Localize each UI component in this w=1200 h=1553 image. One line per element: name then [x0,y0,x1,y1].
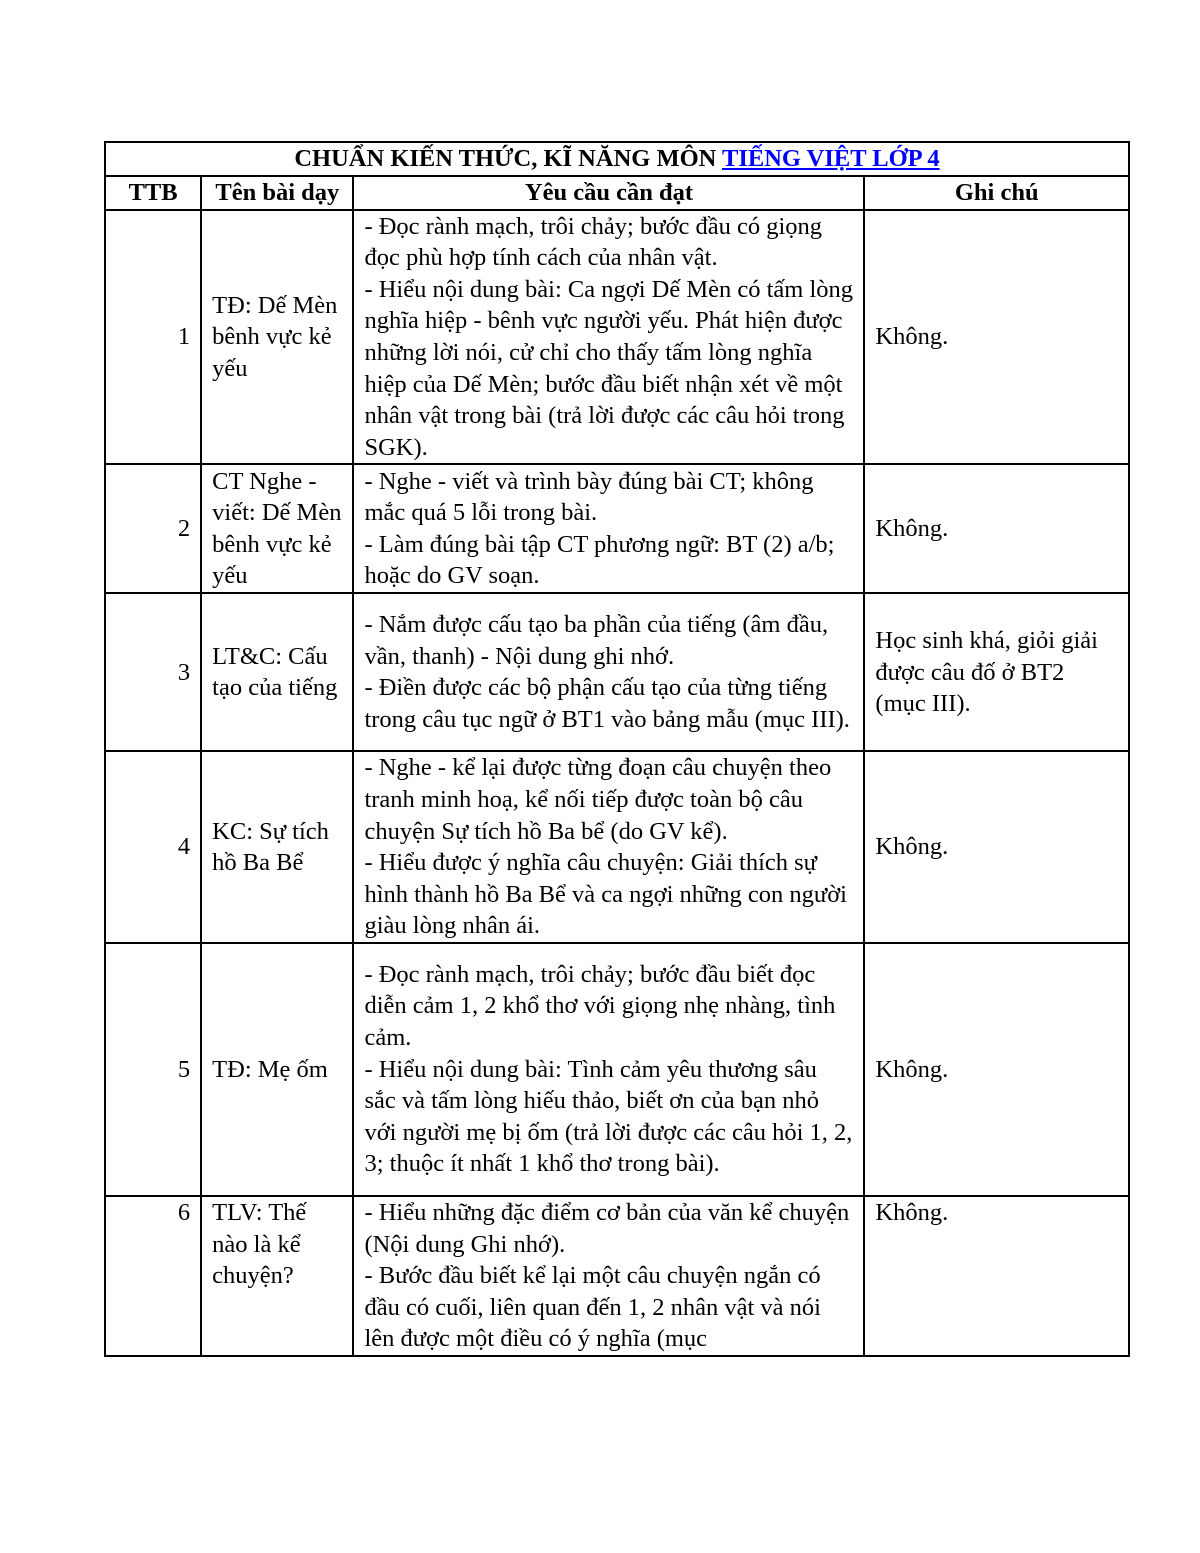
title-row [105,142,1129,176]
title-text: CHUẨN KIẾN THỨC, KĨ NĂNG MÔN [294,145,722,173]
row-lesson: TĐ: Mẹ ốm [201,943,353,1196]
requirement-line: - Hiểu nội dung bài: Ca ngợi Dế Mèn có tấm lòng nghĩa hiệp - bênh vực người yếu. Phát hiện được những lời nói, cử chỉ cho thấy tấm lòng nghĩa hiệp của Dế Mèn; bước đầu biết nhận xét về một nhân vật trong bài (trả lời được các câu hỏi trong SGK). [364,275,854,461]
table-row [105,1196,1129,1356]
table-row [105,593,1129,751]
requirement-line: - Hiểu nội dung bài: Tình cảm yêu thương sâu sắc và tấm lòng hiếu thảo, biết ơn của bạn nhỏ với người mẹ bị ốm (trả lời được các câu hỏi 1, 2, 3; thuộc ít nhất 1 khổ thơ trong bài). [364,1055,853,1178]
row-lesson: TĐ: Dế Mèn bênh vực kẻ yếu [201,210,353,465]
title-link[interactable]: TIẾNG VIỆT LỚP 4 [722,145,940,173]
requirement-line: - Làm đúng bài tập CT phương ngữ: BT (2) a/b; hoặc do GV soạn. [364,530,835,590]
header-lesson: Tên bài dạy [201,176,353,210]
row-ttb: 3 [105,593,201,751]
row-requirements [353,464,864,593]
row-note: Không. [864,1196,1129,1356]
row-ttb: 5 [105,943,201,1196]
row-note: Không. [864,464,1129,593]
header-note: Ghi chú [864,176,1129,210]
table-row [105,210,1129,465]
row-ttb: 1 [105,210,201,465]
table-row [105,943,1129,1196]
row-lesson: KC: Sự tích hồ Ba Bể [201,751,353,943]
header-row [105,176,1129,210]
requirement-line: - Nắm được cấu tạo ba phần của tiếng (âm đầu, vần, thanh) - Nội dung ghi nhớ. [364,611,829,670]
requirement-line: - Bước đầu biết kể lại một câu chuyện ngắn có đầu có cuối, liên quan đến 1, 2 nhân vật và nói lên được một điều có ý nghĩa (mục [364,1262,821,1353]
row-lesson: TLV: Thế nào là kể chuyện? [201,1196,353,1356]
table-row [105,751,1129,943]
table-title [105,142,1129,176]
row-note: Không. [864,943,1129,1196]
row-requirements [353,593,864,751]
requirement-line: - Nghe - viết và trình bày đúng bài CT; không mắc quá 5 lỗi trong bài. [364,467,814,527]
row-note: Không. [864,210,1129,465]
row-ttb: 4 [105,751,201,943]
requirement-line: - Hiểu những đặc điểm cơ bản của văn kể chuyện (Nội dung Ghi nhớ). [364,1198,850,1258]
requirement-line: - Nghe - kể lại được từng đoạn câu chuyện theo tranh minh hoạ, kể nối tiếp được toàn bộ câu chuyện Sự tích hồ Ba bể (do GV kể). [364,754,832,845]
requirement-line: - Đọc rành mạch, trôi chảy; bước đầu có giọng đọc phù hợp tính cách của nhân vật. [364,212,823,272]
row-ttb: 2 [105,464,201,593]
header-ttb: TTB [105,176,201,210]
table-row [105,464,1129,593]
row-note: Học sinh khá, giỏi giải được câu đố ở BT2 (mục III). [864,593,1129,751]
standards-table [104,141,1130,1357]
row-lesson: CT Nghe - viết: Dế Mèn bênh vực kẻ yếu [201,464,353,593]
row-note: Không. [864,751,1129,943]
row-lesson: LT&C: Cấu tạo của tiếng [201,593,353,751]
row-ttb: 6 [105,1196,201,1356]
row-requirements [353,943,864,1196]
row-requirements [353,751,864,943]
requirement-line: - Đọc rành mạch, trôi chảy; bước đầu biết đọc diễn cảm 1, 2 khổ thơ với giọng nhẹ nhàng, tình cảm. [364,960,836,1052]
row-requirements [353,1196,864,1356]
requirement-line: - Điền được các bộ phận cấu tạo của từng tiếng trong câu tục ngữ ở BT1 vào bảng mẫu (mục III). [364,674,850,733]
requirement-line: - Hiểu được ý nghĩa câu chuyện: Giải thích sự hình thành hồ Ba Bể và ca ngợi những con người giàu lòng nhân ái. [364,849,847,940]
header-requirements: Yêu cầu cần đạt [353,176,864,210]
row-requirements [353,210,864,465]
